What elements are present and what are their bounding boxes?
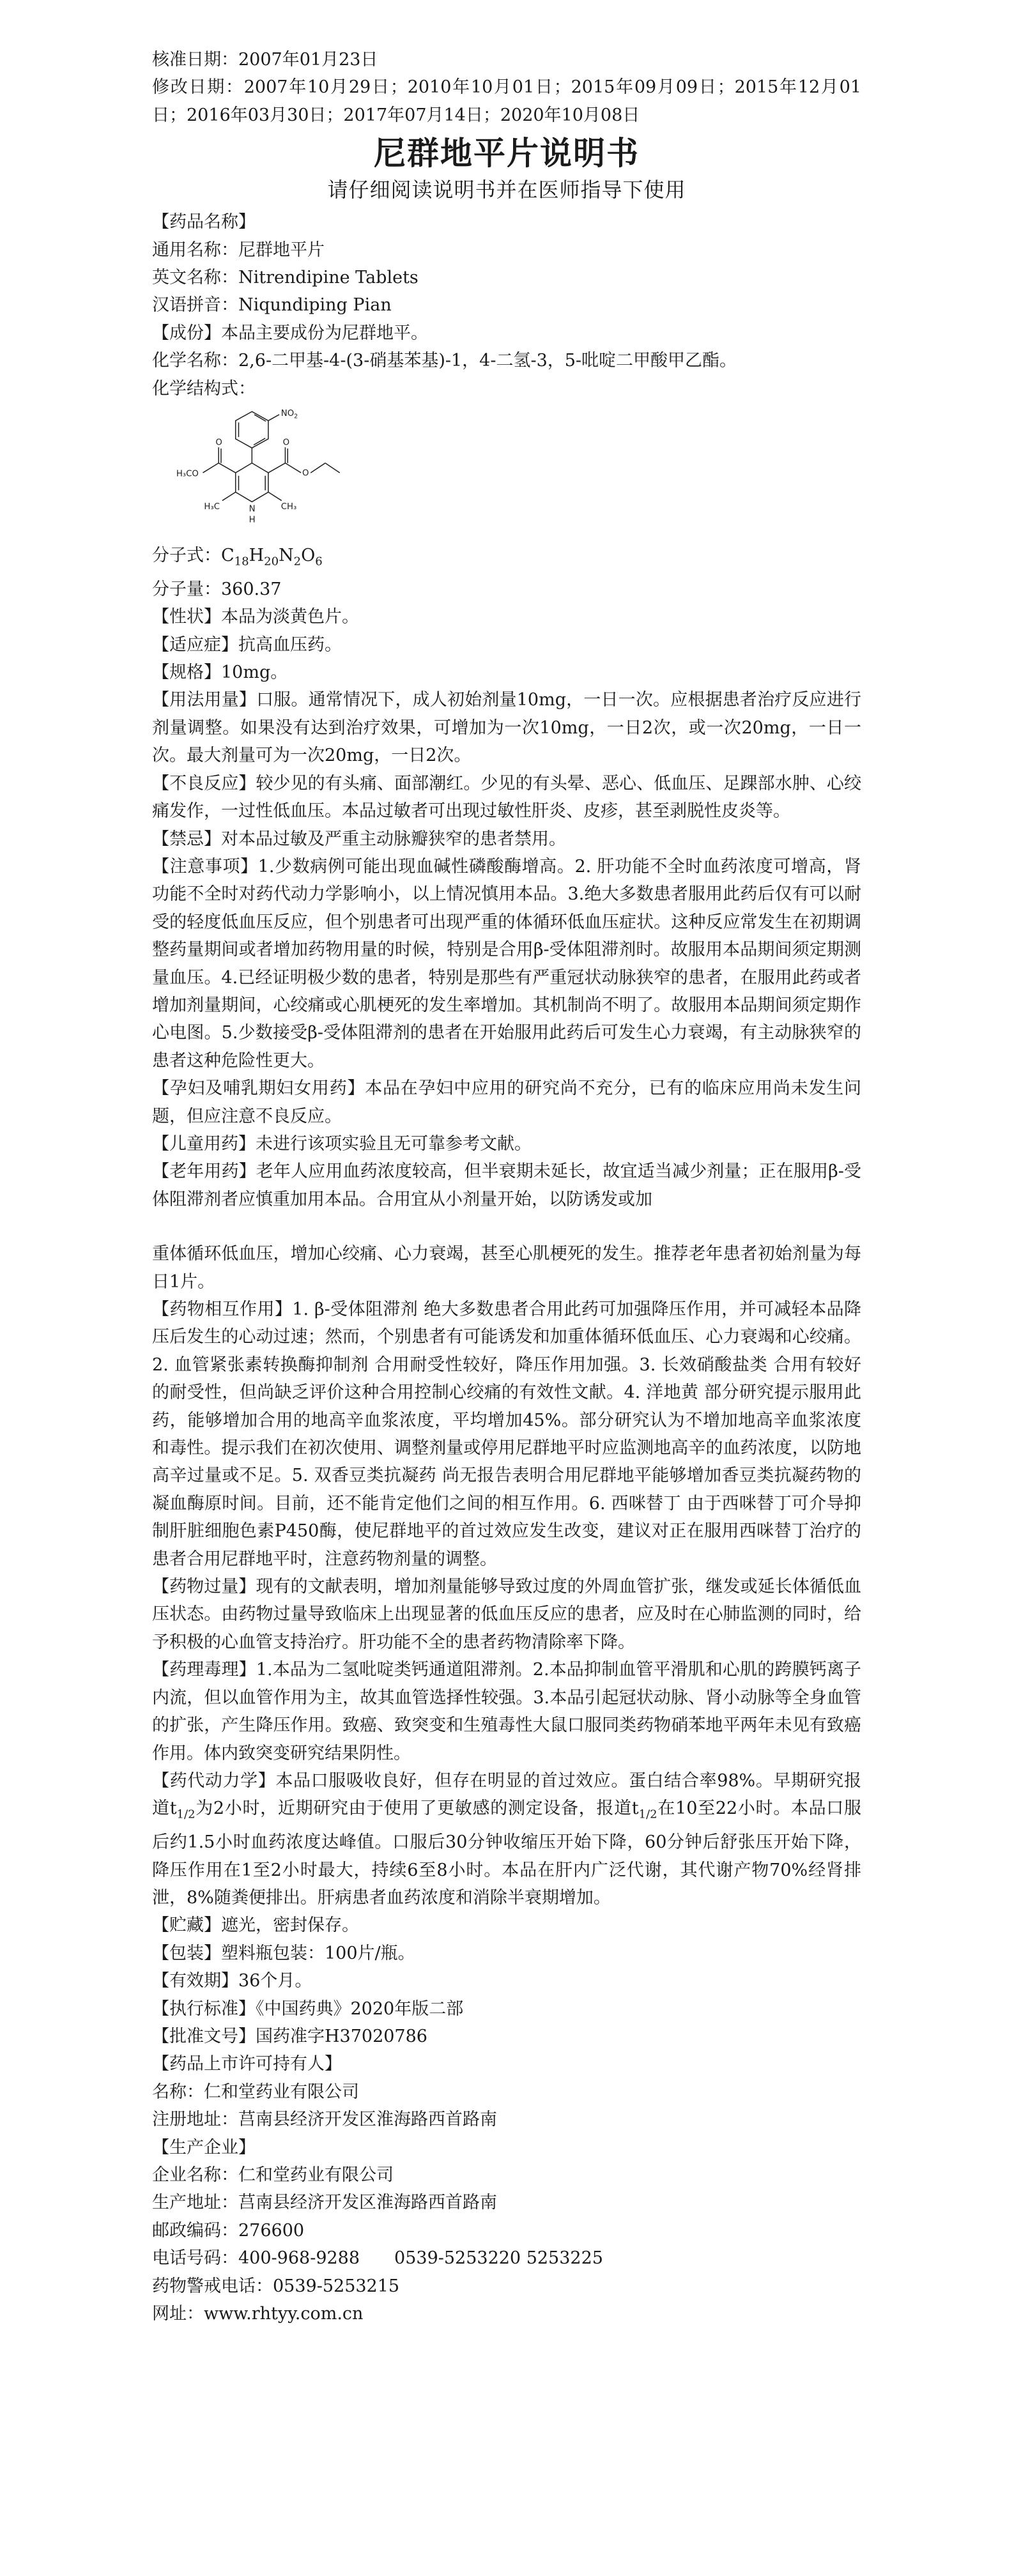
formula-element: N [279,546,294,566]
section-approval-number: 【批准文号】国药准字H37020786 [152,2026,427,2046]
methoxy-label: H₃CO [176,469,199,479]
section-pharmacokinetics: 【药代动力学】本品口服吸收良好，但存在明显的首过效应。蛋白结合率98%。早期研究报道$t_{1/2}$为2小时，近期研究由于使用了更敏感的测定设备，报道$t_{1/2}$在10至22小时。本品口服后约1.5小时血药浓度达峰值。口服后30分钟收缩压开始下降，60分钟后舒张压开始下降，降压作用在1至2小时最大，持续6至8小时。本品在肝内广泛代谢，其代谢产物70%经肾排泄，8%随粪便排出。肝病患者血药浓度和消除半衰期增加。 [152,1770,861,1908]
manufacturer-website[interactable]: 网址：www.rhtyy.com.cn [152,2304,364,2324]
leaflet-document [152,46,861,2327]
section-precautions: 【注意事项】1.少数病例可能出现血碱性磷酸酶增高。2. 肝功能不全时血药浓度可增高，肾功能不全时对药代动力学影响小，以上情况慎用本品。3.绝大多数患者服用此药后仅有可以耐受的轻度低血压反应，但个别患者可出现严重的体循环低血压症状。这种反应常发生在初期调整药量期间或者增加药物用量的时候，特别是合用β-受体阻滞剂时。故服用本品期间须定期测量血压。4.已经证明极少数的患者，特别是那些有严重冠状动脉狭窄的患者，在服用此药或者增加剂量期间，心绞痛或心肌梗死的发生率增加。其机制尚不明了。故服用本品期间须定期作心电图。5.少数接受β-受体阻滞剂的患者在开始服用此药后可发生心力衰竭，有主动脉狭窄的患者这种危险性更大。 [152,856,861,1071]
manufacturer-name: 企业名称：仁和堂药业有限公司 [152,2165,394,2185]
section-pregnancy: 【孕妇及哺乳期妇女用药】本品在孕妇中应用的研究尚不充分，已有的临床应用尚未发生问题，但应注意不良反应。 [152,1078,861,1126]
pharmacovigilance-phone: 药物警戒电话：0539-5253215 [152,2276,400,2296]
structure-label: 化学结构式： [152,378,256,399]
section-storage: 【贮藏】遮光，密封保存。 [152,1915,359,1936]
holder-address: 注册地址：莒南县经济开发区淮海路西首路南 [152,2110,497,2130]
pinyin-name: 汉语拼音：Niqundiping Pian [152,295,392,316]
holder-heading: 【药品上市许可持有人】 [152,2054,342,2074]
section-overdose: 【药物过量】现有的文献表明，增加剂量能够导致过度的外周血管扩张，继发或延长体循低血压状态。由药物过量导致临床上出现显著的低血压反应的患者，应及时在心肺监测的同时，给予积极的心血管支持治疗。肝功能不全的患者药物清除率下降。 [152,1577,861,1652]
page-subtitle: 请仔细阅读说明书并在医师指导下使用 [327,178,686,203]
formula-element: H [249,546,265,566]
section-dosage: 【用法用量】口服。通常情况下，成人初始剂量10mg，一日一次。应根据患者治疗反应进行剂量调整。如果没有达到治疗效果，可增加为一次10mg，一日2次，或一次20mg，一日一次。最大剂量可为一次20mg，一日2次。 [152,690,861,766]
formula-subscript: 18 [234,555,249,569]
section-package: 【包装】塑料瓶包装：100片/瓶。 [152,1943,415,1963]
drug-name-heading: 【药品名称】 [152,212,256,233]
section-interactions: 【药物相互作用】1. β-受体阻滞剂 绝大多数患者合用此药可加强降压作用，并可减轻本品降压后发生的心动过速；然而，个别患者有可能诱发和加重体循环低血压、心力衰竭和心绞痛。2. 血管紧张素转换酶抑制剂 合用耐受性较好，降压作用加强。3. 长效硝酸盐类 合用有较好的耐受性，但尚缺乏评价这种合用控制心绞痛的有效性文献。4. 洋地黄 部分研究提示服用此药，能够增加合用的地高辛血浆浓度，平均增加45%。部分研究认为不增加地高辛血浆浓度和毒性。提示我们在初次使用、调整剂量或停用尼群地平时应监测地高辛的血药浓度，以防地高辛过量或不足。5. 双香豆类抗凝药 尚无报告表明合用尼群地平能够增加香豆类抗凝药物的凝血酶原时间。目前，还不能肯定他们之间的相互作用。6. 西咪替丁 由于西咪替丁可介导抑制肝脏细胞色素P450酶，使尼群地平的首过效应发生改变，建议对正在服用西咪替丁治疗的患者合用尼群地平时，注意药物剂量的调整。 [152,1300,861,1569]
section-geriatric: 【老年用药】老年人应用血药浓度较高，但半衰期未延长，故宜适当减少剂量；正在服用β-受体阻滞剂者应慎重加用本品。合用宜从小剂量开始，以防诱发或加 [152,1162,861,1209]
formula-element: C [221,546,234,566]
revision-dates: 修改日期：2007年10月29日；2010年10月01日；2015年09月09日；2015年12月01日；2016年03月30日；2017年07月14日；2020年10月08日 [152,77,861,125]
section-standard: 【执行标准】《中国药典》2020年版二部 [152,1998,464,2019]
section-pediatric: 【儿童用药】未进行该项实验且无可靠参考文献。 [152,1133,532,1154]
approval-date: 核准日期：2007年01月23日 [152,50,378,70]
section-adverse-reactions: 【不良反应】较少见的有头痛、面部潮红。少见的有头晕、恶心、低血压、足踝部水肿、心绞痛发作，一过性低血压。本品过敏者可出现过敏性肝炎、皮疹，甚至剥脱性皮炎等。 [152,773,861,822]
english-name: 英文名称：Nitrendipine Tablets [152,268,419,288]
svg-text:O: O [302,468,309,479]
svg-text:H: H [249,515,256,525]
manufacturer-postcode: 邮政编码：276600 [152,2220,305,2241]
methyl-label-right: CH₃ [280,502,297,512]
page-title: 尼群地平片说明书 [374,135,640,172]
molecular-weight: 分子量：360.37 [152,579,282,599]
svg-text:O: O [215,438,222,448]
methyl-label-left: H₃C [204,502,220,512]
formula-subscript: 20 [264,555,279,569]
section-contraindications: 【禁忌】对本品过敏及严重主动脉瓣狭窄的患者禁用。 [152,829,566,849]
generic-name: 通用名称：尼群地平片 [152,240,325,260]
manufacturer-address: 生产地址：莒南县经济开发区淮海路西首路南 [152,2193,497,2213]
formula-subscript: 6 [315,555,323,569]
manufacturer-heading: 【生产企业】 [152,2137,256,2158]
formula-subscript: 2 [293,555,302,569]
holder-name: 名称：仁和堂药业有限公司 [152,2082,359,2102]
manufacturer-phone: 电话号码：400-968-9288 0539-5253220 5253225 [152,2248,603,2269]
section-geriatric-continued: 重体循环低血压，增加心绞痛、心力衰竭，甚至心肌梗死的发生。推荐老年患者初始剂量为每日1片。 [152,1244,861,1292]
formula-element: O [301,546,316,566]
svg-text:N: N [249,504,256,514]
molecular-formula: 分子式：$C_{18}H_{20}N_2O_6$ [152,546,323,569]
chemical-structure-diagram [152,402,382,542]
section-validity: 【有效期】36个月。 [152,1971,312,1991]
svg-text:O: O [282,438,290,448]
section-spec: 【规格】10mg。 [152,663,288,683]
section-character: 【性状】本品为淡黄色片。 [152,607,359,627]
composition: 【成份】本品主要成份为尼群地平。 [152,323,428,343]
section-pharmacology: 【药理毒理】1.本品为二氢吡啶类钙通道阻滞剂。2.本品抑制血管平滑肌和心肌的跨膜钙离子内流，但以血管作用为主，故其血管选择性较强。3.本品引起冠状动脉、肾小动脉等全身血管的扩张，产生降压作用。致癌、致突变和生殖毒性大鼠口服同类药物硝苯地平两年未见有致癌作用。体内致突变研究结果阴性。 [152,1660,861,1763]
chemical-name: 化学名称：2,6-二甲基-4-(3-硝基苯基)-1，4-二氢-3，5-吡啶二甲酸甲乙酯。 [152,351,737,371]
svg-text:NO2: $NO_2$ [280,408,298,420]
section-indication: 【适应症】抗高血压药。 [152,634,342,655]
